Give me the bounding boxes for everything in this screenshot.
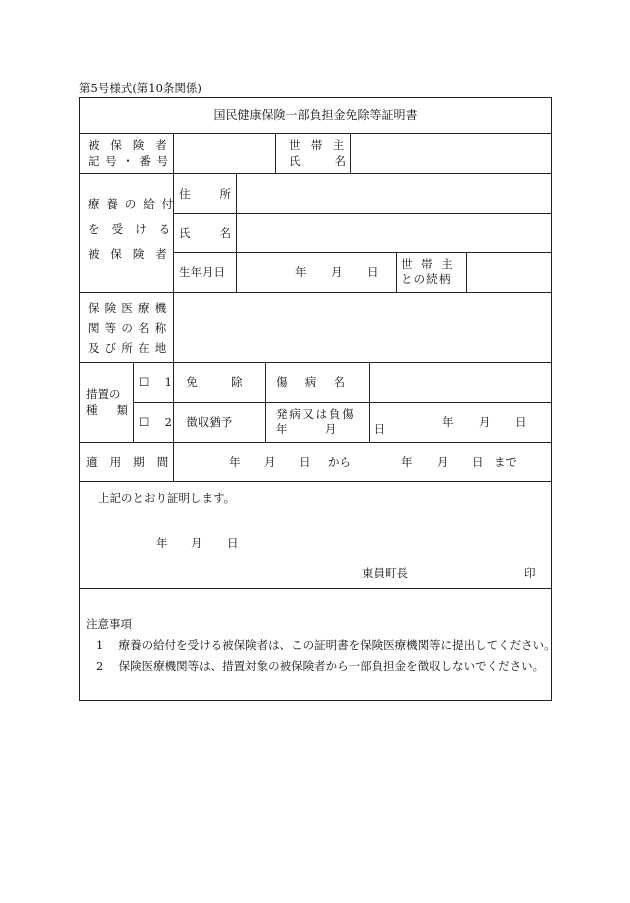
note-text: 療養の給付を受ける被保険者は、この証明書を保険医療機関等に提出してください。 — [118, 638, 556, 652]
note-item-2 — [96, 659, 544, 674]
form-title: 国民健康保険一部負担金免除等証明書 — [213, 108, 418, 122]
certificate-form — [79, 97, 556, 701]
measure-type-label-line1: 措置の — [86, 387, 121, 401]
label-char: 記 — [88, 154, 100, 168]
period-to-year: 年 — [401, 455, 413, 469]
label-char: 名 — [219, 226, 231, 240]
deferment-text: 徴収猶予 — [186, 415, 233, 429]
period-label: 適用期間 — [86, 455, 181, 469]
recipient-label — [88, 197, 183, 262]
exemption-text-b: 除 — [231, 375, 243, 389]
householder-label-line2 — [289, 154, 346, 169]
deferment-option[interactable] — [139, 415, 232, 430]
address-label — [179, 187, 231, 202]
disease-name-label: 傷病名 — [276, 375, 363, 389]
insured-number-field[interactable] — [174, 134, 274, 172]
institution-label-line: 関等の名称 — [88, 320, 172, 335]
label-char: 年 — [276, 422, 288, 436]
recipient-label-line: を受ける — [88, 221, 183, 236]
name-label — [179, 226, 231, 241]
onset-label-line2 — [276, 422, 385, 437]
label-char: 名 — [334, 154, 346, 168]
exemption-number: 1 — [164, 375, 172, 389]
onset-label-line1: 発病又は負傷 — [276, 407, 356, 421]
period-to-day: 日 — [472, 455, 484, 469]
label-char: 月 — [324, 422, 337, 436]
insured-number-label-line1 — [88, 138, 178, 153]
label-char: 住 — [179, 187, 191, 201]
address-field[interactable] — [237, 174, 550, 212]
measure-type-label-line2 — [86, 403, 128, 418]
period-from-day: 日 — [299, 455, 311, 469]
label-char: 日 — [373, 422, 386, 436]
period-from-month: 月 — [264, 455, 276, 469]
label-char: 種 — [86, 403, 98, 417]
onset-year-unit: 年 — [442, 415, 454, 429]
institution-label — [88, 301, 172, 356]
insured-number-label-line2 — [88, 154, 168, 169]
note-text: 保険医療機関等は、措置対象の被保険者から一部負担金を徴収しないでください。 — [118, 659, 545, 673]
issuer-title: 東員町長 — [362, 566, 408, 580]
label-char: 番 — [139, 154, 151, 168]
deferment-number: 2 — [164, 415, 172, 429]
period-from-suffix: から — [328, 455, 351, 469]
householder-name-field[interactable] — [351, 134, 550, 172]
period-from-year: 年 — [229, 455, 241, 469]
birthdate-month-unit: 月 — [331, 265, 343, 279]
householder-label-line1: 世帯主 — [289, 138, 355, 152]
certification-date-month: 月 — [191, 536, 203, 550]
name-field[interactable] — [237, 214, 550, 251]
note-item-1 — [96, 638, 556, 653]
deferment-checkbox[interactable]: ☐ — [139, 415, 150, 429]
certification-statement: 上記のとおり証明します。 — [98, 491, 236, 505]
institution-label-line: 保険医療機 — [88, 301, 172, 315]
relation-field[interactable] — [467, 253, 550, 291]
onset-day-unit: 日 — [515, 415, 527, 429]
relation-label-line1: 世帯主 — [401, 257, 462, 271]
certification-date-day: 日 — [227, 536, 239, 550]
recipient-label-line: 療養の給付 — [88, 197, 180, 211]
exemption-text-a: 免 — [186, 375, 198, 389]
birthdate-field[interactable] — [237, 253, 395, 291]
label-char: 号 — [156, 154, 168, 168]
label-char: 号 — [105, 154, 117, 168]
label-char: 類 — [116, 403, 128, 417]
birthdate-year-unit: 年 — [295, 265, 307, 279]
certification-date-year: 年 — [156, 536, 168, 550]
form-number-label: 第5号様式(第10条関係) — [79, 81, 202, 95]
label-char: 氏 — [289, 154, 301, 168]
onset-month-unit: 月 — [479, 415, 491, 429]
label-char: ・ — [122, 154, 134, 168]
institution-field[interactable] — [174, 293, 550, 361]
note-number: 1 — [96, 638, 104, 652]
relation-label-line2: との続柄 — [401, 272, 452, 286]
institution-label-line: 及び所在地 — [88, 340, 172, 355]
disease-name-field[interactable] — [370, 363, 550, 401]
insured-label-text: 被保険者 — [88, 138, 178, 152]
period-field[interactable] — [174, 443, 550, 480]
recipient-label-line: 被保険者 — [88, 246, 178, 261]
birthdate-day-unit: 日 — [367, 265, 379, 279]
exemption-option[interactable] — [139, 375, 243, 390]
seal-mark: 印 — [524, 566, 536, 580]
note-number: 2 — [96, 659, 104, 673]
onset-date-field[interactable] — [370, 403, 550, 441]
birthdate-label: 生年月日 — [179, 265, 225, 279]
notes-heading: 注意事項 — [86, 617, 132, 631]
label-char: 所 — [219, 187, 231, 201]
period-to-month: 月 — [437, 455, 449, 469]
exemption-checkbox[interactable]: ☐ — [139, 375, 150, 389]
period-to-suffix: まで — [494, 455, 517, 469]
label-char: 氏 — [179, 226, 191, 240]
